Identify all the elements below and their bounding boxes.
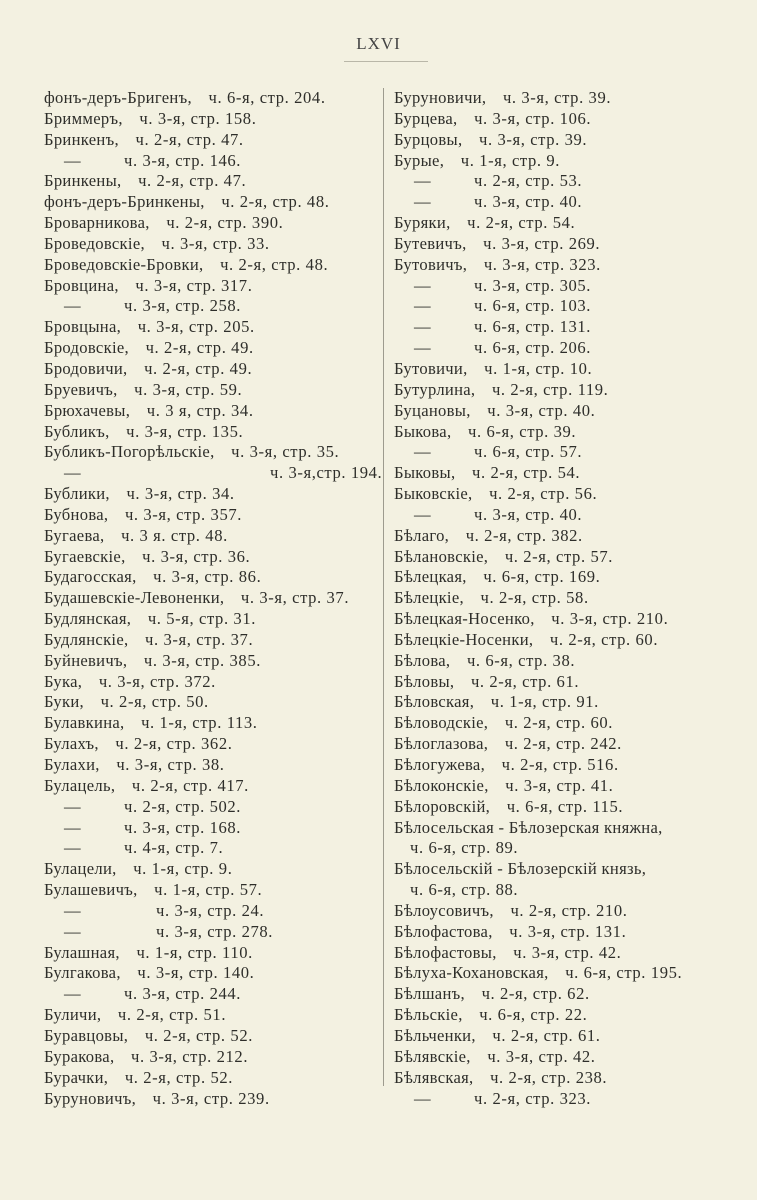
index-entry [394,567,744,588]
index-column-left [44,88,383,1109]
ditto-dash: — [414,275,431,295]
entry-reference: ч. 3 я. стр. 48. [121,525,228,545]
entry-reference: ч. 2-я, стр. 516. [501,755,619,774]
entry-name: Бринкенъ, [44,129,119,149]
entry-reference: ч. 2-я, стр. 51. [117,1005,227,1025]
ditto-dash: — [64,150,81,170]
entry-name: Бѣлосельскій - Бѣлозерскій князь, [394,859,647,879]
index-entry [394,651,744,672]
entry-reference: ч. 6-я, стр. 88. [410,880,519,900]
index-entry [44,838,374,859]
entry-reference: ч. 6-я, стр. 39. [468,421,577,441]
entry-name: Бѣлосельская - Бѣлозерская княжна, [394,817,663,837]
entry-reference: ч. 2-я, стр. 323. [474,1088,592,1108]
index-entry [44,943,374,964]
entry-name: Бѣльскіе, [394,1005,463,1025]
index-entry [394,151,744,172]
index-entry [44,901,374,922]
entry-name: Бѣлофастовы, [394,942,497,962]
entry-reference: ч. 6-я, стр. 204. [208,88,326,107]
entry-name: Бѣлофастова, [394,921,493,941]
entry-reference: ч. 3-я,стр. 194. [270,463,383,483]
index-entry [394,692,744,713]
entry-reference: ч. 2-я, стр. 390. [166,213,284,233]
ditto-dash: — [414,1088,431,1108]
index-entry [44,692,374,713]
entry-name: Будлянскіе, [44,629,129,649]
ditto-dash: — [64,463,81,483]
entry-reference: ч. 2-я, стр. 47. [135,129,244,149]
entry-reference: ч. 3-я, стр. 86. [153,567,262,587]
entry-reference: ч. 2-я, стр. 56. [489,484,598,504]
entry-name: Бубликъ, [44,421,110,441]
header-rule [344,61,428,62]
entry-name: Бутурлина, [394,379,476,399]
index-entry [394,526,744,547]
entry-reference: ч. 3-я, стр. 41. [505,775,614,795]
index-entry [44,276,374,297]
entry-name: Бѣлецкая-Носенко, [394,609,535,629]
entry-name: Бурачки, [44,1067,109,1087]
index-entry [44,463,383,484]
index-entry [44,234,374,255]
ditto-dash: — [64,900,81,920]
entry-reference: ч. 3-я, стр. 39. [502,88,612,107]
index-entry [44,963,374,984]
index-entry [394,922,744,943]
index-entry [394,818,744,839]
index-entry [44,317,374,338]
entry-reference: ч. 3-я, стр. 385. [143,650,261,670]
entry-reference: ч. 3-я, стр. 269. [483,233,601,253]
entry-name: Будагосская, [44,567,137,587]
entry-name: Буряки, [394,213,451,233]
index-entry [44,609,374,630]
index-entry [44,776,374,797]
index-entry [394,880,744,901]
entry-name: Быкова, [394,421,452,441]
index-entry [44,880,374,901]
index-entry [44,422,374,443]
entry-name: Бѣлецкіе, [394,588,464,608]
ditto-dash: — [414,504,431,524]
entry-reference: ч. 1-я, стр. 110. [136,942,253,962]
entry-name: Быковы, [394,463,456,483]
index-entry [44,505,374,526]
ditto-dash: — [64,838,81,858]
entry-reference: ч. 1-я, стр. 9. [133,859,233,879]
index-entry [394,630,744,651]
entry-name: Бродовскіе, [44,338,129,358]
entry-name: Бутевичъ, [394,233,467,253]
index-entry [394,505,744,526]
entry-reference: ч. 2-я, стр. 61. [470,671,580,691]
index-entry [394,234,744,255]
entry-name: Буравцовы, [44,1025,129,1045]
entry-name: Булацель, [44,775,116,795]
entry-name: Бублики, [44,484,110,504]
entry-reference: ч. 3-я, стр. 37. [240,588,350,608]
entry-reference: ч. 6-я, стр. 22. [479,1005,588,1025]
entry-reference: ч. 6-я, стр. 57. [474,442,583,462]
entry-name: Бѣлоусовичъ, [394,900,494,920]
entry-name: Буличи, [44,1005,102,1025]
entry-reference: ч. 6-я, стр. 131. [474,317,592,337]
entry-name: Булацели, [44,859,117,879]
ditto-dash: — [414,317,431,337]
entry-reference: ч. 6-я, стр. 38. [466,650,576,670]
index-entry [394,317,744,338]
entry-name: Буки, [44,692,85,712]
index-entry [394,734,744,755]
entry-reference: ч. 3-я, стр. 140. [137,963,255,983]
entry-reference: ч. 6-я, стр. 206. [474,338,592,358]
entry-name: Бруевичъ, [44,379,118,399]
entry-name: Бѣлецкіе-Носенки, [394,629,534,649]
index-entry [44,401,374,422]
entry-reference: ч. 3 я, стр. 34. [146,400,254,420]
index-entry [44,192,374,213]
index-entry [44,1026,374,1047]
entry-name: Броведовскіе, [44,233,145,253]
entry-name: Бѣловская, [394,692,475,712]
entry-name: Бурцева, [394,108,458,128]
entry-name: Булавкина, [44,713,125,733]
entry-name: Бѣловодскіе, [394,713,489,733]
entry-reference: ч. 3-я, стр. 42. [513,942,622,962]
entry-reference: ч. 6-я, стр. 103. [474,296,592,316]
entry-reference: ч. 2-я, стр. 47. [138,171,247,191]
entry-reference: ч. 3-я, стр. 168. [124,817,242,837]
ditto-dash: — [64,984,81,1004]
entry-reference: ч. 3-я, стр. 305. [474,275,592,295]
index-entry [394,984,744,1005]
entry-name: Булашевичъ, [44,880,138,900]
entry-reference: ч. 3-я, стр. 372. [98,671,216,691]
index-entry [394,901,744,922]
index-entry [394,755,744,776]
index-entry [44,484,374,505]
ditto-dash: — [64,921,81,941]
ditto-dash: — [64,796,81,816]
entry-name: Бурые, [394,150,445,170]
index-entry [394,943,744,964]
entry-name: Булгакова, [44,963,121,983]
entry-reference: ч. 3-я, стр. 106. [474,108,592,128]
entry-name: Будлянская, [44,609,132,629]
index-entry [44,984,374,1005]
entry-name: Бутовичи, [394,358,468,378]
entry-reference: ч. 3-я, стр. 39. [479,129,588,149]
entry-reference: ч. 2-я, стр. 242. [504,734,622,754]
entry-name: Бровцына, [44,317,122,337]
entry-reference: ч. 3-я, стр. 38. [116,755,225,774]
index-entry [394,401,744,422]
entry-name: Бубликъ-Погорѣльскіе, [44,442,215,462]
entry-reference: ч. 2-я, стр. 382. [465,525,583,545]
entry-name: Буракова, [44,1046,115,1066]
index-entry [44,109,374,130]
page-number: LXVI [356,34,401,53]
entry-name: фонъ-деръ-Бригенъ, [44,88,192,107]
entry-reference: ч. 3-я, стр. 42. [487,1046,596,1066]
entry-name: Броварникова, [44,213,150,233]
entry-reference: ч. 2-я, стр. 54. [467,213,576,233]
index-entry [44,859,374,880]
index-entry [394,338,744,359]
index-entry [394,171,744,192]
index-entry [394,776,744,797]
entry-name: фонъ-деръ-Бринкены, [44,192,205,212]
entry-reference: ч. 2-я, стр. 49. [144,358,253,378]
entry-reference: ч. 3-я, стр. 59. [134,379,243,399]
entry-name: Буруновичъ, [44,1088,137,1108]
entry-reference: ч. 2-я, стр. 362. [115,734,233,754]
entry-name: Бука, [44,671,83,691]
entry-name: Бѣлановскіе, [394,546,489,566]
entry-name: Бутовичъ, [394,254,468,274]
entry-name: Бриммеръ, [44,108,123,128]
index-entry [394,109,744,130]
ditto-dash: — [64,817,81,837]
entry-reference: ч. 2-я, стр. 417. [131,775,249,795]
entry-reference: ч. 1-я, стр. 91. [490,692,599,712]
entry-name: Бубнова, [44,504,109,524]
index-entry [44,672,374,693]
index-entry [394,463,744,484]
index-entry [394,672,744,693]
entry-name: Бѣловы, [394,671,455,691]
index-entry [394,1089,744,1110]
index-entry [394,192,744,213]
index-entry [394,380,744,401]
index-entry [44,1068,374,1089]
index-entry [394,130,744,151]
entry-reference: ч. 5-я, стр. 31. [147,609,256,629]
entry-name: Бѣлявская, [394,1067,474,1087]
index-entry [44,1047,374,1068]
ditto-dash: — [64,296,81,316]
entry-reference: ч. 3-я, стр. 36. [142,546,251,566]
ditto-dash: — [414,296,431,316]
index-entry [44,171,374,192]
entry-name: Бѣлявскіе, [394,1046,471,1066]
entry-name: Бурцовы, [394,129,463,149]
index-entry [394,1026,744,1047]
entry-reference: ч. 3-я, стр. 35. [231,442,340,462]
entry-reference: ч. 1-я, стр. 10. [484,358,593,378]
index-entry [44,255,374,276]
entry-name: Бѣлуха-Кохановская, [394,963,549,983]
entry-reference: ч. 3-я, стр. 33. [161,233,270,253]
index-entry [394,859,744,880]
entry-reference: ч. 6-я, стр. 169. [483,567,601,587]
entry-reference: ч. 3-я, стр. 212. [131,1046,249,1066]
index-entry [394,88,744,109]
index-entry [394,213,744,234]
entry-reference: ч. 6-я, стр. 195. [565,963,683,983]
entry-name: Броведовскіе-Бровки, [44,254,204,274]
entry-reference: ч. 2-я, стр. 58. [480,588,589,608]
entry-name: Бѣлоглазова, [394,734,489,754]
index-entry [394,296,744,317]
entry-name: Бродовичи, [44,358,128,378]
entry-name: Бѣлецкая, [394,567,467,587]
entry-reference: ч. 3-я, стр. 317. [135,275,253,295]
index-entry [44,818,374,839]
entry-name: Булахи, [44,755,100,774]
entry-reference: ч. 2-я, стр. 60. [549,629,659,649]
index-entry [44,588,374,609]
entry-reference: ч. 3-я, стр. 135. [126,421,244,441]
entry-reference: ч. 4-я, стр. 7. [124,838,224,858]
index-entry [44,755,374,776]
entry-reference: ч. 3-я, стр. 210. [551,609,669,629]
entry-reference: ч. 2-я, стр. 61. [492,1025,601,1045]
entry-name: Бѣлова, [394,650,451,670]
index-entry [44,213,374,234]
entry-reference: ч. 3-я, стр. 239. [152,1088,270,1108]
index-entry [44,1005,374,1026]
entry-reference: ч. 3-я, стр. 146. [124,150,242,170]
entry-reference: ч. 3-я, стр. 278. [156,921,274,941]
index-entry [44,88,374,109]
index-entry [394,797,744,818]
index-entry [394,484,744,505]
index-entry [394,422,744,443]
entry-reference: ч. 3-я, стр. 258. [124,296,242,316]
entry-reference: ч. 2-я, стр. 57. [504,546,613,566]
entry-reference: ч. 2-я, стр. 62. [481,984,590,1004]
index-entry [44,130,374,151]
entry-reference: ч. 3-я, стр. 158. [139,108,257,128]
index-entry [394,255,744,276]
index-entry [44,442,374,463]
index-entry [394,588,744,609]
entry-name: Бѣлоконскіе, [394,775,489,795]
entry-reference: ч. 2-я, стр. 210. [510,900,628,920]
entry-reference: ч. 3-я, стр. 131. [509,921,627,941]
entry-name: Бѣлаго, [394,525,450,545]
index-entry [394,838,744,859]
index-entry [394,1005,744,1026]
entry-reference: ч. 3-я, стр. 24. [156,900,265,920]
entry-reference: ч. 2-я, стр. 48. [221,192,330,212]
index-entry [394,1047,744,1068]
ditto-dash: — [414,442,431,462]
entry-name: Булашная, [44,942,120,962]
entry-reference: ч. 2-я, стр. 50. [100,692,209,712]
index-column-right [394,88,744,1109]
index-entry [44,151,374,172]
ditto-dash: — [414,192,431,212]
index-entry [44,922,374,943]
index-entry [394,1068,744,1089]
entry-reference: ч. 3-я, стр. 40. [474,504,583,524]
entry-reference: ч. 3-я, стр. 40. [487,400,596,420]
index-entry [394,963,744,984]
entry-name: Бугаевскіе, [44,546,126,566]
index-entry [44,296,374,317]
entry-reference: ч. 2-я, стр. 54. [472,463,581,483]
entry-name: Бѣлоровскій, [394,796,491,816]
entry-reference: ч. 2-я, стр. 52. [144,1025,253,1045]
entry-reference: ч. 3-я, стр. 323. [483,254,601,274]
entry-reference: ч. 3-я, стр. 357. [124,504,242,524]
entry-reference: ч. 2-я, стр. 52. [124,1067,233,1087]
index-entry [44,526,374,547]
entry-reference: ч. 1-я, стр. 113. [141,713,258,733]
entry-name: Будашевскіе-Левоненки, [44,588,225,608]
index-entry [44,547,374,568]
entry-reference: ч. 2-я, стр. 238. [490,1067,608,1087]
entry-name: Бринкены, [44,171,122,191]
entry-reference: ч. 6-я, стр. 115. [506,796,624,816]
entry-reference: ч. 2-я, стр. 60. [504,713,613,733]
index-entry [394,276,744,297]
entry-reference: ч. 2-я, стр. 48. [220,254,329,274]
entry-name: Буйневичъ, [44,650,128,670]
index-entry [44,713,374,734]
entry-name: Брюхачевы, [44,400,131,420]
entry-name: Булахъ, [44,734,99,754]
entry-reference: ч. 2-я, стр. 49. [145,338,254,358]
index-entry [44,630,374,651]
ditto-dash: — [414,171,431,191]
entry-reference: ч. 2-я, стр. 53. [474,171,583,191]
index-entry [44,797,374,818]
index-entry [44,651,374,672]
index-entry [394,713,744,734]
index-entry [44,338,374,359]
entry-name: Бѣлогужева, [394,755,486,774]
index-entry [44,359,374,380]
index-entry [44,734,374,755]
index-entry [394,442,744,463]
entry-reference: ч. 3-я, стр. 205. [137,317,255,337]
entry-name: Бѣльченки, [394,1025,476,1045]
entry-reference: ч. 2-я, стр. 119. [491,379,609,399]
entry-reference: ч. 1-я, стр. 9. [460,150,561,170]
entry-reference: ч. 3-я, стр. 40. [474,192,583,212]
entry-name: Быковскіе, [394,484,473,504]
entry-name: Буруновичи, [394,88,487,107]
index-entry [44,567,374,588]
index-entry [394,547,744,568]
ditto-dash: — [414,338,431,358]
entry-name: Бугаева, [44,525,105,545]
entry-reference: ч. 2-я, стр. 502. [124,796,242,816]
entry-reference: ч. 6-я, стр. 89. [410,838,519,858]
column-divider [383,88,384,1086]
entry-name: Буцановы, [394,400,471,420]
entry-name: Бѣлшанъ, [394,984,465,1004]
index-entry [394,359,744,380]
index-entry [44,380,374,401]
entry-reference: ч. 1-я, стр. 57. [154,880,263,900]
entry-name: Бровцина, [44,275,119,295]
entry-reference: ч. 3-я, стр. 244. [124,984,242,1004]
index-entry [394,609,744,630]
index-entry [44,1089,374,1110]
entry-reference: ч. 3-я, стр. 37. [145,629,254,649]
entry-reference: ч. 3-я, стр. 34. [126,484,235,504]
